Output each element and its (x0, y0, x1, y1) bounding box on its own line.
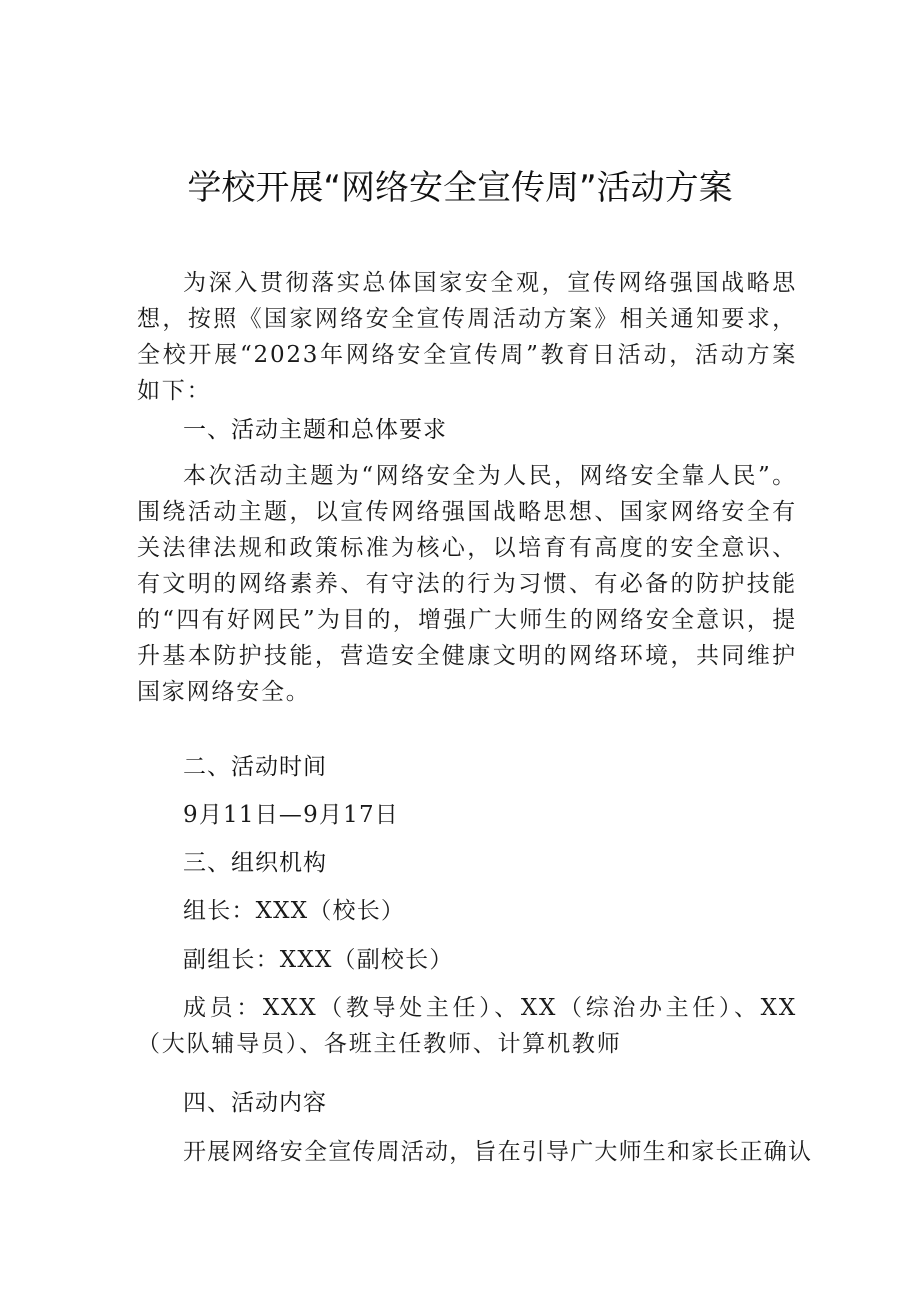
vice-leader-line: 副组长：XXX（副校长） (183, 947, 454, 973)
section2-time: 9月11日—9月17日 (183, 802, 399, 828)
section3-heading: 三、组织机构 (183, 850, 327, 876)
members-paragraph: 成员：XXX（教导处主任）、XX（综治办主任）、XX（大队辅导员）、各班主任教师、计算机教师 (137, 995, 797, 1057)
members-paragraph-block (137, 990, 797, 1062)
section4-body: 开展网络安全宣传周活动，旨在引导广大师生和家长正确认 (183, 1139, 813, 1165)
document-title: 学校开展“网络安全宣传周”活动方案 (187, 168, 733, 208)
intro-paragraph-block (137, 265, 797, 409)
intro-paragraph: 为深入贯彻落实总体国家安全观，宣传网络强国战略思想，按照《国家网络安全宣传周活动方案》相关通知要求，全校开展“2023年网络安全宣传周”教育日活动，活动方案如下： (137, 270, 797, 404)
section1-paragraph: 本次活动主题为“网络安全为人民，网络安全靠人民”。围绕活动主题，以宣传网络强国战略思想、国家网络安全有关法律法规和政策标准为核心，以培育有高度的安全意识、有文明的网络素养、有守法的行为习惯、有必备的防护技能的“四有好网民”为目的，增强广大师生的网络安全意识，提升基本防护技能，营造安全健康文明的网络环境，共同维护国家网络安全。 (137, 463, 797, 705)
section2-heading: 二、活动时间 (183, 754, 327, 780)
section1-heading: 一、活动主题和总体要求 (183, 417, 447, 443)
leader-line: 组长：XXX（校长） (183, 898, 406, 924)
section4-heading: 四、活动内容 (183, 1090, 327, 1116)
section1-paragraph-block (137, 458, 797, 710)
